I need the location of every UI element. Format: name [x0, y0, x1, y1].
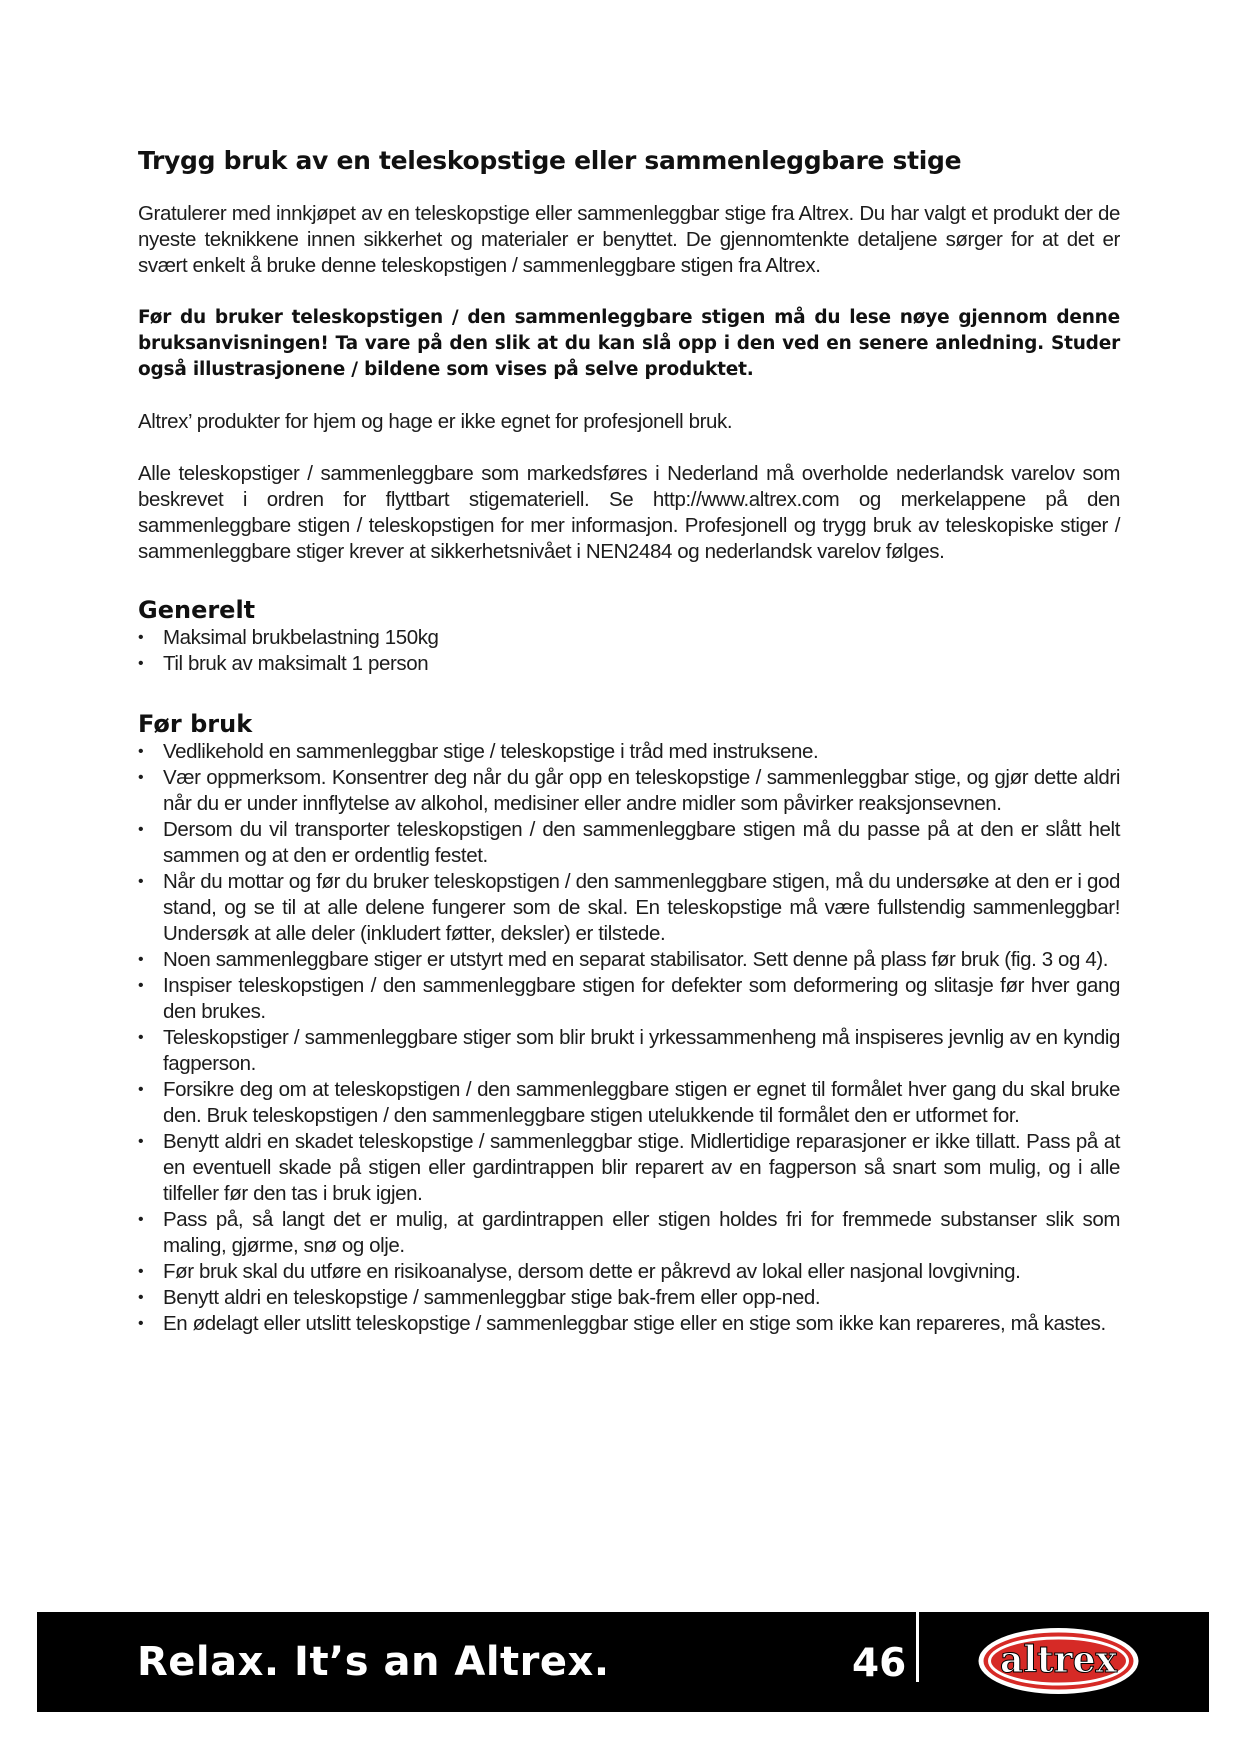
page-number: 46: [852, 1641, 907, 1686]
logo-wordmark: altrex: [1000, 1639, 1117, 1681]
intro-paragraph: Gratulerer med innkjøpet av en teleskopstige eller sammenleggbar stige fra Altrex. Du har valgt et produkt der de nyeste teknikkene innen sikkerhet og materialer er benyttet. De gjennomtenkte detaljene sørger for at det er svært enkelt å bruke denne teleskopstigen / sammenleggbare stigen fra Altrex.: [138, 202, 1120, 277]
list-item: • Inspiser teleskopstigen / den sammenleggbare stigen for defekter som deformering og slitasje før hver gang den brukes.: [138, 973, 1120, 1025]
list-item: • Teleskopstiger / sammenleggbare stiger som blir brukt i yrkessammenheng må inspiseres jevnlig av en kyndig fagperson.: [138, 1025, 1120, 1077]
notice-paragraph: Altrex’ produkter for hjem og hage er ikke egnet for profesjonell bruk.: [138, 410, 733, 433]
before-use-list: [138, 739, 1120, 1337]
list-item: • Vær oppmerksom. Konsentrer deg når du går opp en teleskopstige / sammenleggbar stige, og gjør dette aldri når du er under innflytelse av alkohol, medisiner eller andre midler som påvirker reaksjonsevnen.: [138, 765, 1120, 817]
page-content: [138, 146, 1120, 1337]
list-item: • Når du mottar og før du bruker teleskopstigen / den sammenleggbare stigen, må du undersøke at den er i god stand, og se til at alle delene fungerer som de skal. En teleskopstige må være fullstendig sammenleggbar! Undersøk at alle deler (inkludert føtter, deksler) er tilstede.: [138, 869, 1120, 947]
list-item: • Pass på, så langt det er mulig, at gardintrappen eller stigen holdes fri for fremmede substanser slik som maling, gjørme, snø og olje.: [138, 1207, 1120, 1259]
before-use-heading: Før bruk: [138, 710, 253, 738]
footer-divider: [916, 1612, 919, 1682]
footer-bar: [37, 1612, 1209, 1712]
page-title: Trygg bruk av en teleskopstige eller sammenleggbare stige: [138, 146, 962, 175]
footer-slogan: Relax. It’s an Altrex.: [137, 1639, 610, 1685]
list-item: • Maksimal brukbelastning 150kg: [138, 625, 1120, 651]
list-item: • Til bruk av maksimalt 1 person: [138, 651, 1120, 677]
warning-paragraph: Før du bruker teleskopstigen / den sammenleggbare stigen må du lese nøye gjennom denne bruksanvisningen! Ta vare på den slik at du kan slå opp i den ved en senere anledning. Studer også illustrasjonene / bildene som vises på selve produktet.: [138, 307, 1120, 380]
list-item: • Før bruk skal du utføre en risikoanalyse, dersom dette er påkrevd av lokal eller nasjonal lovgivning.: [138, 1259, 1120, 1285]
list-item: • Benytt aldri en skadet teleskopstige / sammenleggbar stige. Midlertidige reparasjoner er ikke tillatt. Pass på at en eventuell skade på stigen eller gardintrappen blir reparert av en fagperson så snart som mulig, og i alle tilfeller før den tas i bruk igjen.: [138, 1129, 1120, 1207]
altrex-logo: [977, 1626, 1140, 1696]
general-heading: Generelt: [138, 596, 256, 624]
legal-paragraph: Alle teleskopstiger / sammenleggbare som markedsføres i Nederland må overholde nederlandsk varelov som beskrevet i ordren for flyttbart stigemateriell. Se http://www.altrex.com og merkelappene på den sammenleggbare stigen / teleskopstigen for mer informasjon. Profesjonell og trygg bruk av teleskopiske stiger / sammenleggbare stiger krever at sikkerhetsnivået i NEN2484 og nederlandsk varelov følges.: [138, 462, 1120, 563]
list-item: • Noen sammenleggbare stiger er utstyrt med en separat stabilisator. Sett denne på plass før bruk (fig. 3 og 4).: [138, 947, 1120, 973]
general-list: [138, 625, 1120, 677]
list-item: • Dersom du vil transporter teleskopstigen / den sammenleggbare stigen må du passe på at den er slått helt sammen og at den er ordentlig festet.: [138, 817, 1120, 869]
list-item: • Forsikre deg om at teleskopstigen / den sammenleggbare stigen er egnet til formålet hver gang du skal bruke den. Bruk teleskopstigen / den sammenleggbare stigen utelukkende til formålet den er utformet for.: [138, 1077, 1120, 1129]
list-item: • Vedlikehold en sammenleggbar stige / teleskopstige i tråd med instruksene.: [138, 739, 1120, 765]
list-item: • Benytt aldri en teleskopstige / sammenleggbar stige bak-frem eller opp-ned.: [138, 1285, 1120, 1311]
list-item: • En ødelagt eller utslitt teleskopstige / sammenleggbar stige eller en stige som ikke kan repareres, må kastes.: [138, 1311, 1120, 1337]
